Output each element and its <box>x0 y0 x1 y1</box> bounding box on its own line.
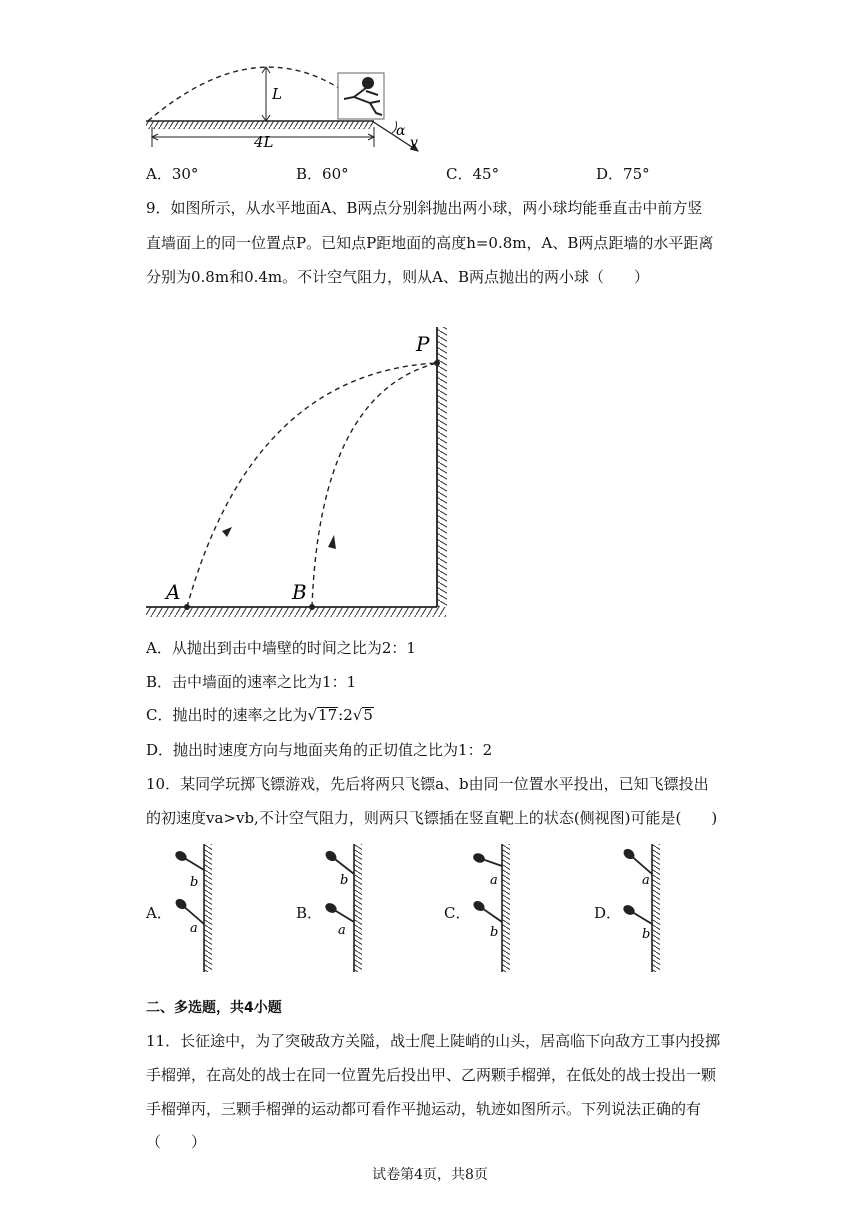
label-4L: 4L <box>254 133 274 151</box>
q8-option-b: B．60° <box>296 165 349 183</box>
dart-a <box>324 901 354 922</box>
trajectory-a <box>187 363 437 607</box>
q11-stem-line1: 11．长征途中，为了突破敌方关隘，战士爬上陡峭的山头，居高临下向敌方工事内投掷 <box>146 1032 721 1050</box>
q9-option-c-mid: :2 <box>338 706 353 724</box>
arrow-b <box>328 535 336 549</box>
q9-stem-line1: 9．如图所示，从水平地面A、B两点分别斜抛出两小球，两小球均能垂直击中前方竖 <box>146 199 703 217</box>
figure-q10-option-d <box>616 842 666 974</box>
q10-option-b-label: B． <box>296 904 323 922</box>
dart-b <box>622 903 652 924</box>
dart-b <box>472 899 502 922</box>
q9-option-b: B．击中墙面的速率之比为1：1 <box>146 673 357 691</box>
q10-stem-line2: 的初速度va>vb,不计空气阻力，则两只飞镖插在竖直靶上的状态(侧视图)可能是( ) <box>146 809 718 827</box>
q9-option-a: A．从抛出到击中墙壁的时间之比为2：1 <box>146 639 416 657</box>
figure-q10-option-c <box>466 842 516 974</box>
figure-q10-option-b <box>318 842 368 974</box>
trajectory-b <box>312 363 437 607</box>
q11-stem-line4: （ ） <box>146 1133 207 1151</box>
q9-option-c-radicand1: 17 <box>318 706 338 724</box>
label-alpha: α <box>396 123 406 139</box>
figure-q10-option-a <box>168 842 218 974</box>
dart-b <box>324 849 354 874</box>
q9-option-c-prefix: C．抛出时的速率之比为 <box>146 706 308 724</box>
dart-a <box>622 847 652 874</box>
ground-hatch <box>146 121 374 129</box>
dart-label-bottom: b <box>642 927 651 942</box>
dart-label-top: a <box>490 873 498 888</box>
dart-label-bottom: a <box>190 921 198 936</box>
label-A: A <box>166 580 181 604</box>
wall-hatch <box>437 327 447 607</box>
sqrt-sign: √ <box>307 706 318 724</box>
q10-option-d-label: D． <box>594 904 622 922</box>
label-B: B <box>292 580 307 604</box>
label-v: v <box>410 135 418 151</box>
dart-label-top: b <box>190 875 199 890</box>
q9-option-c <box>146 704 374 725</box>
dart-a <box>472 852 502 866</box>
q8-option-d: D．75° <box>596 165 650 183</box>
ground-hatch <box>146 607 446 617</box>
label-P: P <box>416 332 430 356</box>
q10-stem-line1: 10．某同学玩掷飞镖游戏，先后将两只飞镖a、b由同一位置水平投出，已知飞镖投出 <box>146 775 709 793</box>
sqrt-sign: √ <box>352 706 363 724</box>
q11-stem-line3: 手榴弹丙，三颗手榴弹的运动都可看作平抛运动，轨迹如图所示。下列说法正确的有 <box>146 1100 702 1118</box>
q9-stem-line2: 直墙面上的同一位置点P。已知点P距地面的高度h=0.8m，A、B两点距墙的水平距离 <box>146 234 714 252</box>
jump-trajectory <box>148 67 352 121</box>
dart-b <box>174 849 204 870</box>
q8-option-a: A．30° <box>146 165 199 183</box>
arrow-a <box>222 527 232 537</box>
figure-q8-long-jump <box>140 55 430 155</box>
page-footer: 试卷第4页，共8页 <box>372 1167 488 1183</box>
figure-q9-projectiles <box>140 325 460 620</box>
q9-option-c-radicand2: 5 <box>363 706 373 724</box>
q10-option-c-label: C． <box>444 904 471 922</box>
dart-a <box>174 897 204 924</box>
q9-option-d: D．抛出时速度方向与地面夹角的正切值之比为1：2 <box>146 741 493 759</box>
q11-stem-line2: 手榴弹，在高处的战士在同一位置先后投出甲、乙两颗手榴弹，在低处的战士投出一颗 <box>146 1066 717 1084</box>
jumper-box <box>338 73 384 119</box>
q9-stem-line3: 分别为0.8m和0.4m。不计空气阻力，则从A、B两点抛出的两小球（ ） <box>146 268 650 286</box>
dart-label-bottom: a <box>338 923 346 938</box>
label-L: L <box>272 85 282 103</box>
q8-option-c: C．45° <box>446 165 500 183</box>
q10-option-a-label: A． <box>146 904 172 922</box>
section-heading: 二、多选题，共4小题 <box>146 1000 282 1016</box>
dart-label-top: a <box>642 873 650 888</box>
dart-label-top: b <box>340 873 349 888</box>
dart-label-bottom: b <box>490 925 499 940</box>
